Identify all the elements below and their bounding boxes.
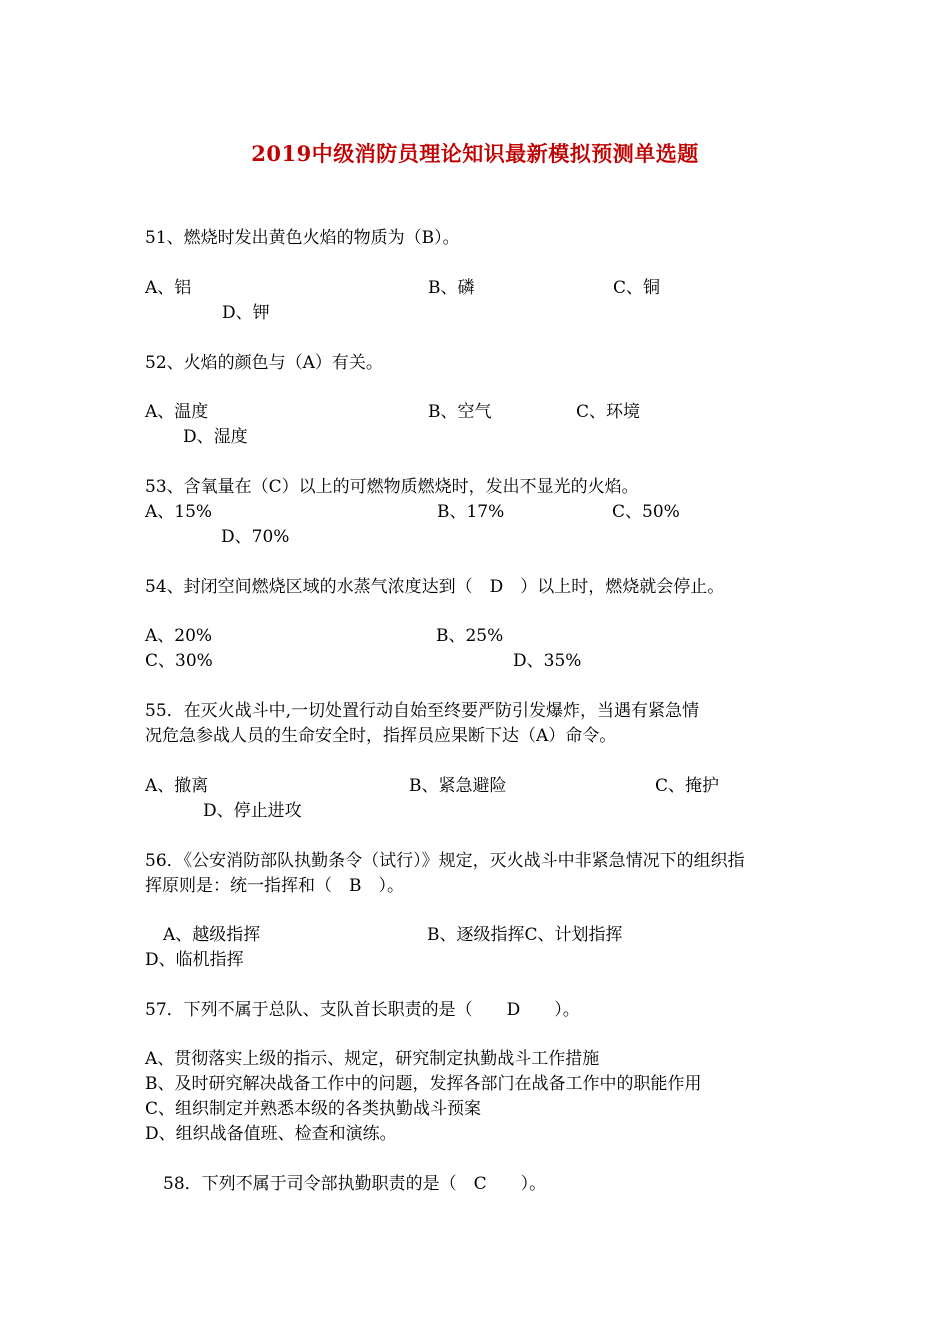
question-57-stem: 57．下列不属于总队、支队首长职责的是（ D ）。 (145, 1000, 580, 1020)
question-57-option-d: D、组织战备值班、检查和演练。 (145, 1124, 397, 1144)
question-55-option-a: A、撤离 (145, 776, 209, 796)
question-51-option-d: D、钾 (222, 303, 270, 323)
question-57-option-b: B、及时研究解决战备工作中的问题，发挥各部门在战备工作中的职能作用 (145, 1074, 702, 1094)
question-51-option-a: A、铝 (145, 278, 192, 298)
question-51-option-c: C、铜 (613, 278, 661, 298)
question-57-option-c: C、组织制定并熟悉本级的各类执勤战斗预案 (145, 1099, 482, 1119)
question-56-stem-line-2: 挥原则是：统一指挥和（ B ）。 (145, 876, 404, 896)
question-58-stem: 58．下列不属于司令部执勤职责的是（ C ）。 (163, 1174, 547, 1194)
question-52-option-a: A、温度 (145, 402, 209, 422)
question-55-stem-line-2: 况危急参战人员的生命安全时，指挥员应果断下达（A）命令。 (145, 726, 617, 746)
document-title: 2019中级消防员理论知识最新模拟预测单选题 (251, 141, 699, 166)
question-56-option-a: A、越级指挥 (163, 925, 261, 945)
question-51-option-b: B、磷 (428, 278, 475, 298)
question-56-option-b-c: B、逐级指挥C、计划指挥 (427, 925, 623, 945)
question-57-option-a: A、贯彻落实上级的指示、规定，研究制定执勤战斗工作措施 (145, 1049, 600, 1069)
question-53-option-d: D、70% (221, 527, 290, 547)
question-52-option-d: D、湿度 (183, 427, 248, 447)
question-52-stem: 52、火焰的颜色与（A）有关。 (145, 353, 383, 373)
question-53-option-c: C、50% (612, 502, 680, 522)
question-54-stem: 54、封闭空间燃烧区域的水蒸气浓度达到（ D ）以上时，燃烧就会停止。 (145, 577, 725, 597)
question-55-option-d: D、停止进攻 (203, 801, 302, 821)
question-55-stem-line-1: 55．在灭火战斗中,一切处置行动自始至终要严防引发爆炸，当遇有紧急情 (145, 701, 700, 721)
question-54-option-c: C、30% (145, 651, 213, 671)
question-53-option-b: B、17% (437, 502, 505, 522)
question-55-option-b: B、紧急避险 (409, 776, 507, 796)
question-52-option-b: B、空气 (428, 402, 492, 422)
question-56-stem-line-1: 56．《公安消防部队执勤条令（试行）》规定，灭火战斗中非紧急情况下的组织指 (145, 851, 745, 871)
question-52-option-c: C、环境 (576, 402, 641, 422)
question-53-option-a: A、15% (145, 502, 213, 522)
question-54-option-b: B、25% (436, 626, 504, 646)
question-54-option-d: D、35% (513, 651, 582, 671)
question-54-option-a: A、20% (145, 626, 213, 646)
question-53-stem: 53、含氧量在（C）以上的可燃物质燃烧时，发出不显光的火焰。 (145, 477, 639, 497)
question-56-option-d: D、临机指挥 (145, 950, 244, 970)
question-55-option-c: C、掩护 (655, 776, 720, 796)
question-51-stem: 51、燃烧时发出黄色火焰的物质为（B）。 (145, 228, 460, 248)
